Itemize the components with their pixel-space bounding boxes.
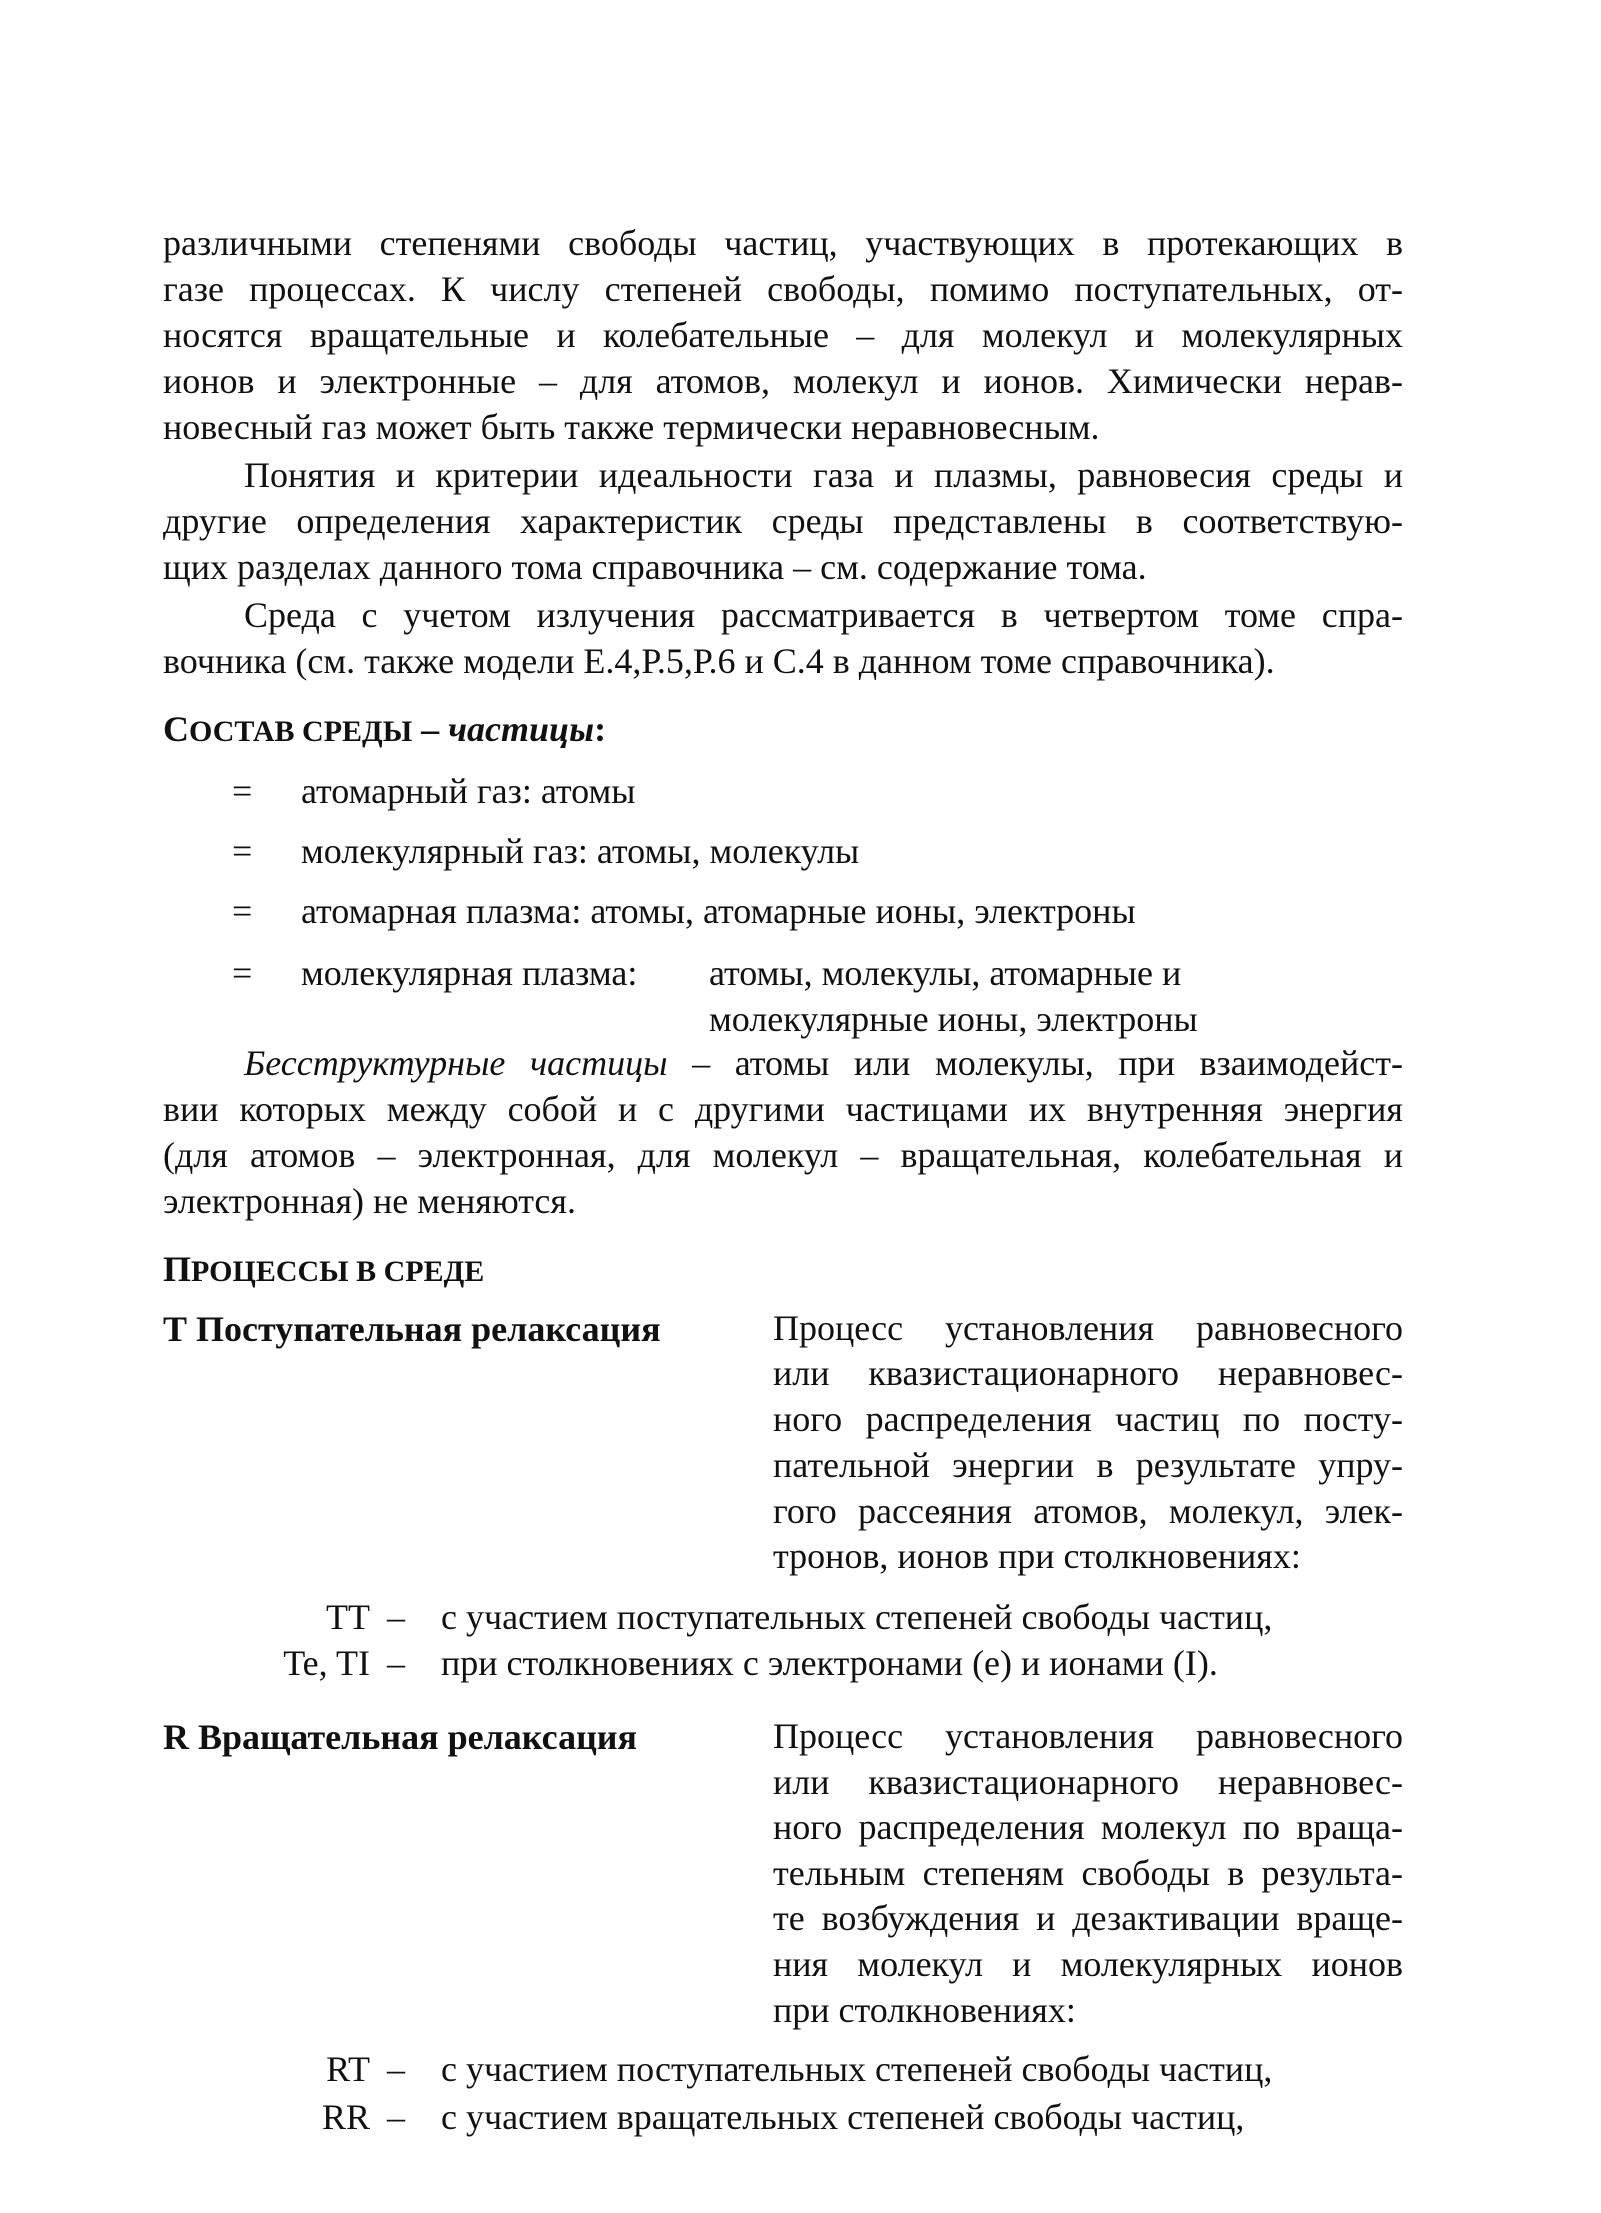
code-dash: –: [387, 1597, 405, 1637]
definition-line: пательной энергии в результате упру-: [773, 1445, 1403, 1485]
list-item: атомарная плазма: атомы, атомарные ионы, электроны: [301, 891, 1136, 931]
paragraph-line: новесный газ может быть также термически неравновесным.: [163, 407, 1100, 447]
paragraph-line: вии которых между собой и с другими частицами их внутренняя энергия: [163, 1089, 1403, 1129]
definition-line: ного распределения молекул по враща-: [773, 1807, 1403, 1847]
definition-line: при столкновениях:: [773, 1990, 1076, 2030]
list-item-value: молекулярные ионы, электроны: [709, 999, 1198, 1039]
bullet-symbol: =: [232, 831, 253, 871]
definition-line: те возбуждения и дезактивации враще-: [773, 1898, 1403, 1938]
process-description: при столкновениях с электронами (e) и ионами (I).: [441, 1643, 1218, 1683]
term-rotational: R Вращательная релаксация: [163, 1717, 638, 1757]
bullet-symbol: =: [232, 771, 253, 811]
list-item-value: атомы, молекулы, атомарные и: [709, 953, 1182, 993]
definition-line: или квазистационарного неравновес-: [773, 1353, 1403, 1393]
paragraph-line: электронная) не меняются.: [163, 1181, 576, 1221]
paragraph-line: ионов и электронные – для атомов, молекул и ионов. Химически нерав-: [163, 361, 1403, 401]
italic-term: Бесструктурные частицы: [244, 1043, 668, 1083]
process-code: RT: [326, 2049, 370, 2089]
code-dash: –: [387, 2097, 405, 2137]
paragraph-line: газе процессах. К числу степеней свободы, помимо поступательных, от-: [163, 269, 1403, 309]
process-description: с участием поступательных степеней свободы частиц,: [441, 1597, 1273, 1637]
code-dash: –: [387, 1643, 405, 1683]
paragraph-line: Понятия и критерии идеальности газа и плазмы, равновесия среды и: [244, 455, 1403, 495]
paragraph-line: (для атомов – электронная, для молекул – вращательная, колебательная и: [163, 1135, 1403, 1175]
list-item: молекулярный газ: атомы, молекулы: [301, 831, 860, 871]
paragraph-line: другие определения характеристик среды представлены в соответствую-: [163, 501, 1403, 541]
definition-line: тронов, ионов при столкновениях:: [773, 1536, 1301, 1576]
paragraph-line: Среда с учетом излучения рассматривается в четвертом томе спра-: [244, 595, 1403, 635]
term-translational: Т Поступательная релаксация: [163, 1309, 661, 1349]
process-code: RR: [321, 2097, 370, 2137]
code-dash: –: [387, 2049, 405, 2089]
section-heading-composition: СОСТАВ СРЕДЫ – частицы:: [163, 709, 607, 749]
definition-line: тельным степеням свободы в результа-: [773, 1853, 1403, 1893]
section-heading-processes: ПРОЦЕССЫ В СРЕДЕ: [163, 1249, 485, 1289]
definition-line: или квазистационарного неравновес-: [773, 1762, 1403, 1802]
paragraph-line: вочника (см. также модели Е.4,Р.5,Р.6 и С.4 в данном томе справочника).: [163, 641, 1275, 681]
paragraph-line: щих разделах данного тома справочника – см. содержание тома.: [163, 547, 1147, 587]
definition-line: гого рассеяния атомов, молекул, элек-: [773, 1491, 1403, 1531]
bullet-symbol: =: [232, 953, 253, 993]
definition-line: ного распределения частиц по посту-: [773, 1399, 1403, 1439]
list-item-label: молекулярная плазма:: [301, 953, 638, 993]
definition-line: Процесс установления равновесного: [773, 1308, 1403, 1348]
paragraph-line: различными степенями свободы частиц, участвующих в протекающих в: [163, 223, 1403, 263]
bullet-symbol: =: [232, 891, 253, 931]
definition-line: Процесс установления равновесного: [773, 1716, 1403, 1756]
paragraph-line: носятся вращательные и колебательные – для молекул и молекулярных: [163, 315, 1403, 355]
paragraph-line: Бесструктурные частицы – атомы или молекулы, при взаимодейст-: [244, 1043, 1404, 1083]
definition-line: ния молекул и молекулярных ионов: [773, 1944, 1403, 1984]
process-description: с участием вращательных степеней свободы частиц,: [441, 2097, 1245, 2137]
process-code: TT: [326, 1597, 370, 1637]
process-description: с участием поступательных степеней свободы частиц,: [441, 2049, 1273, 2089]
process-code: Te, TI: [283, 1643, 370, 1683]
list-item: атомарный газ: атомы: [301, 771, 636, 811]
